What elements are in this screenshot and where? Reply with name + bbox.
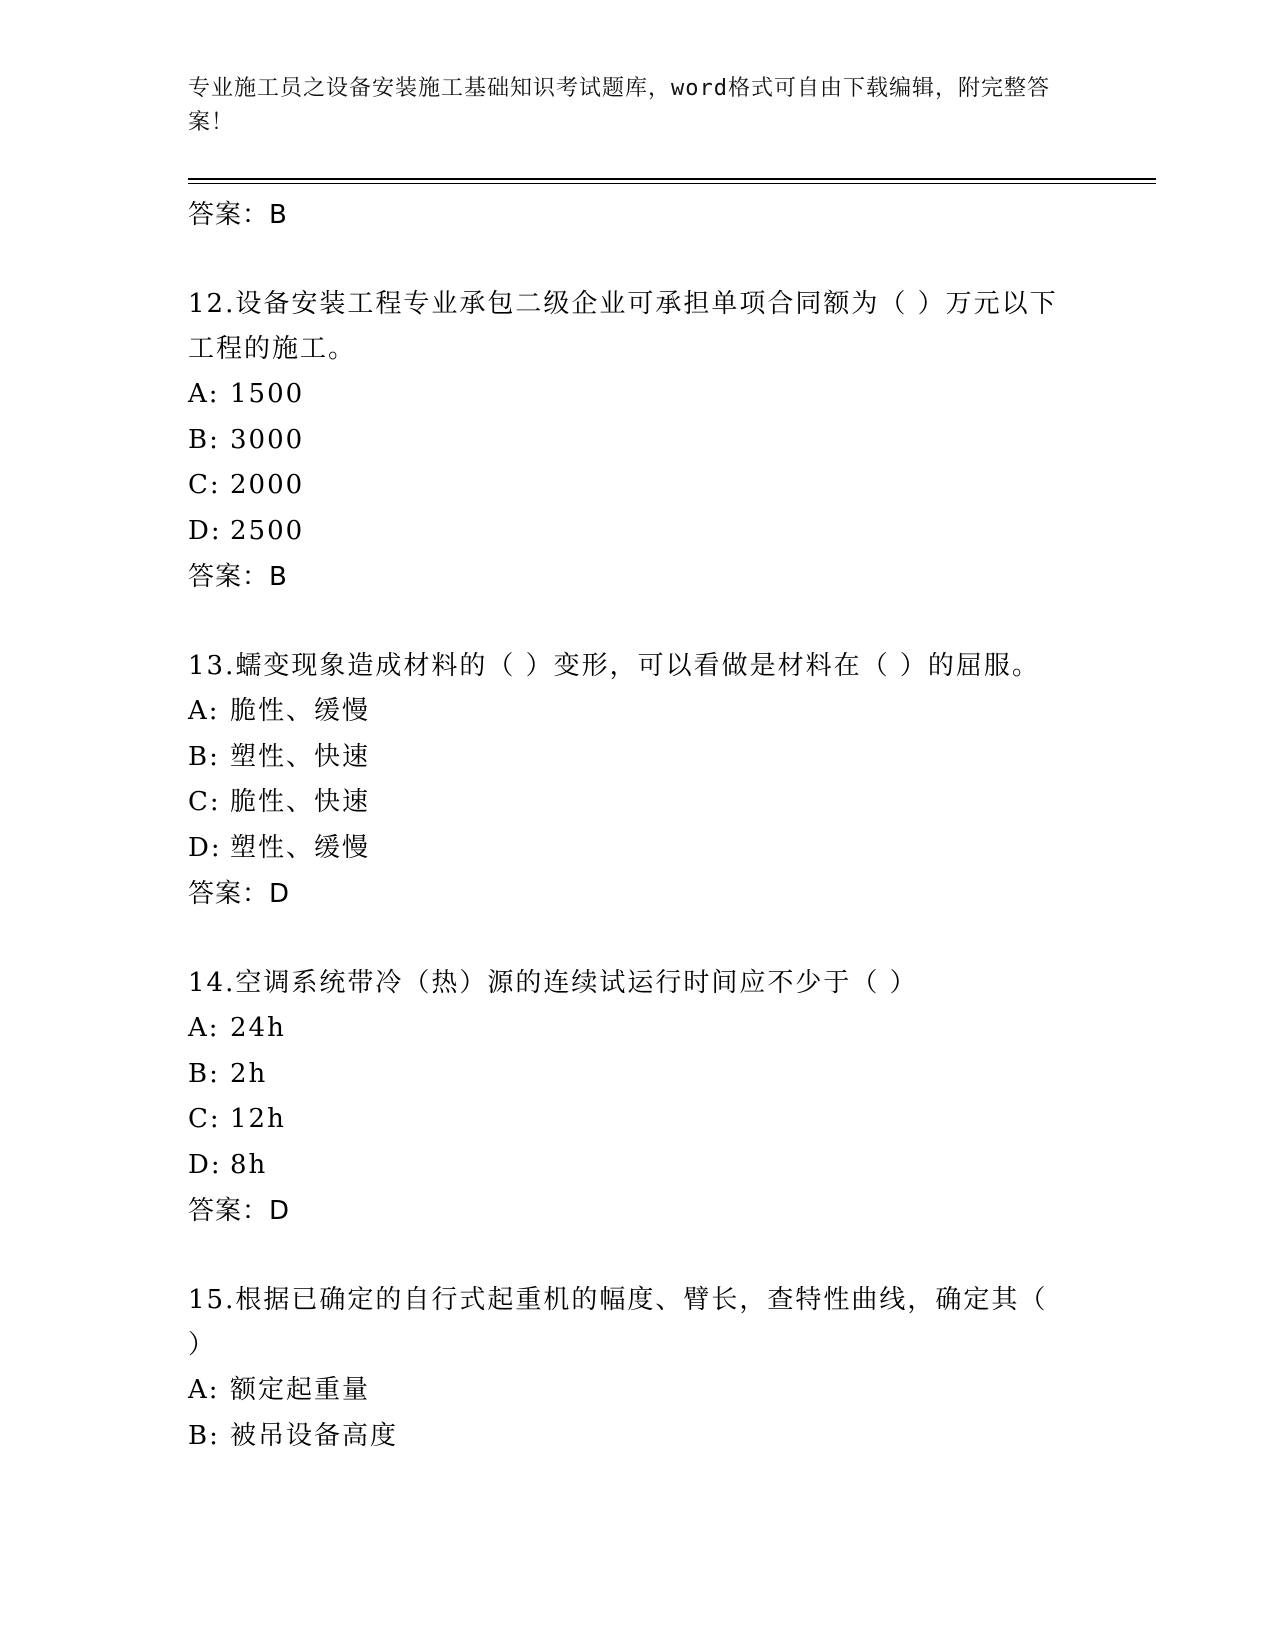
question-block bbox=[188, 1278, 1068, 1459]
option-key: C: bbox=[188, 1104, 221, 1134]
option-key: D: bbox=[188, 1149, 222, 1180]
option-text: 24h bbox=[230, 1013, 286, 1043]
option-text: 3000 bbox=[230, 424, 305, 455]
answer-label: 答案： bbox=[188, 879, 270, 909]
option-text: 12h bbox=[230, 1104, 286, 1134]
option-text: 脆性、快速 bbox=[230, 787, 371, 817]
option-a bbox=[188, 689, 1068, 735]
question-stem: 15.根据已确定的自行式起重机的幅度、臂长，查特性曲线，确定其（ ） bbox=[188, 1285, 1048, 1360]
question-list bbox=[188, 192, 1068, 1459]
option-text: 2500 bbox=[230, 515, 305, 546]
option-d bbox=[188, 509, 1068, 555]
option-a bbox=[188, 1006, 1068, 1052]
document-intro: 专业施工员之设备安装施工基础知识考试题库，word格式可自由下载编辑，附完整答案！ bbox=[188, 76, 1050, 135]
option-d bbox=[188, 826, 1068, 872]
option-text: 塑性、缓慢 bbox=[230, 832, 371, 863]
answer-line bbox=[188, 554, 1068, 600]
option-c bbox=[188, 1097, 1068, 1143]
option-key: C: bbox=[188, 470, 221, 500]
question-stem: 12.设备安装工程专业承包二级企业可承担单项合同额为（ ）万元以下工程的施工。 bbox=[188, 289, 1058, 364]
answer-value: B bbox=[269, 562, 288, 592]
option-key: D: bbox=[188, 515, 222, 546]
option-a bbox=[188, 1368, 1068, 1414]
header-divider bbox=[188, 178, 1156, 180]
option-c bbox=[188, 780, 1068, 826]
question-stem: 14.空调系统带冷（热）源的连续试运行时间应不少于（ ） bbox=[188, 968, 918, 998]
question-block bbox=[188, 282, 1068, 600]
question-stem: 13.蠕变现象造成材料的（ ）变形，可以看做是材料在（ ）的屈服。 bbox=[188, 651, 1040, 681]
option-text: 额定起重量 bbox=[230, 1375, 371, 1405]
question-block bbox=[188, 644, 1068, 917]
option-text: 塑性、快速 bbox=[230, 741, 371, 772]
option-key: B: bbox=[188, 424, 220, 455]
option-key: B: bbox=[188, 1058, 220, 1089]
option-text: 2h bbox=[230, 1058, 268, 1089]
option-key: B: bbox=[188, 741, 220, 772]
option-text: 被吊设备高度 bbox=[230, 1420, 399, 1451]
option-key: A: bbox=[188, 1375, 220, 1405]
option-a bbox=[188, 372, 1068, 418]
option-b bbox=[188, 735, 1068, 781]
option-d bbox=[188, 1143, 1068, 1189]
answer-value: D bbox=[269, 879, 291, 909]
header-divider-thin bbox=[188, 183, 1156, 184]
option-b bbox=[188, 1414, 1068, 1460]
option-key: A: bbox=[188, 379, 220, 409]
option-b bbox=[188, 418, 1068, 464]
option-text: 1500 bbox=[230, 379, 305, 409]
answer-line bbox=[188, 871, 1068, 917]
option-text: 脆性、缓慢 bbox=[230, 696, 371, 726]
option-key: A: bbox=[188, 1013, 220, 1043]
option-key: A: bbox=[188, 696, 220, 726]
answer-line bbox=[188, 1188, 1068, 1234]
question-block bbox=[188, 961, 1068, 1234]
option-text: 2000 bbox=[230, 470, 305, 500]
answer-label: 答案： bbox=[188, 562, 270, 592]
answer-label: 答案： bbox=[188, 1196, 270, 1226]
answer-value: D bbox=[269, 1196, 291, 1226]
option-key: C: bbox=[188, 787, 221, 817]
option-key: D: bbox=[188, 832, 222, 863]
answer-line bbox=[188, 192, 1068, 238]
option-text: 8h bbox=[230, 1149, 268, 1180]
answer-label: 答案： bbox=[188, 200, 270, 230]
option-key: B: bbox=[188, 1420, 220, 1451]
option-b bbox=[188, 1052, 1068, 1098]
answer-value: B bbox=[269, 200, 288, 230]
option-c bbox=[188, 463, 1068, 509]
